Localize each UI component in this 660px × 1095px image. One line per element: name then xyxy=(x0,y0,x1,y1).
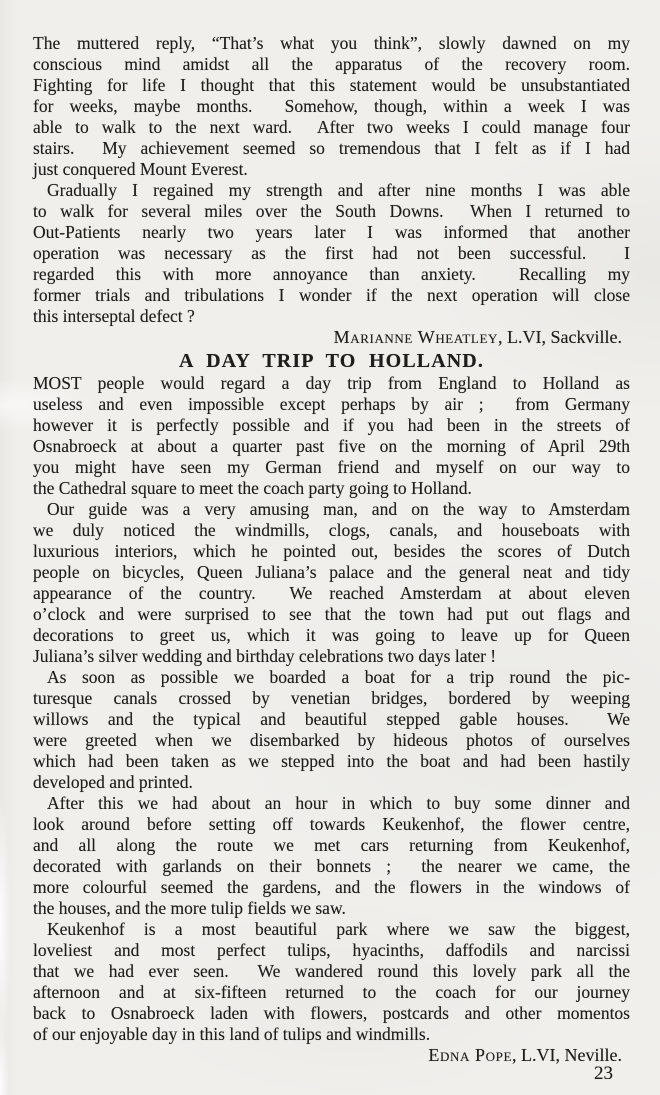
article-title: A DAY TRIP TO HOLLAND. xyxy=(179,350,484,372)
paragraph xyxy=(33,793,630,919)
text-line: Out-Patients nearly two years later I was informed that another xyxy=(33,222,630,242)
text-line: After this we had about an hour in which to buy some dinner and xyxy=(47,793,630,813)
text-line: we duly noticed the windmills, clogs, canals, and houseboats with xyxy=(33,520,630,540)
text-line: afternoon and at six-fifteen returned to the coach for our journey xyxy=(33,982,630,1002)
text-line: look around before setting off towards Keukenhof, the flower centre, xyxy=(33,814,630,834)
text-line: appearance of the country. We reached Amsterdam at about eleven xyxy=(33,583,630,603)
text-line: of our enjoyable day in this land of tulips and windmills. xyxy=(33,1024,431,1044)
text-line: people on bicycles, Queen Juliana’s palace and the general neat and tidy xyxy=(33,562,630,582)
text-line: decorated with garlands on their bonnets ; the nearer we came, the xyxy=(33,856,630,876)
text-line: more colourful seemed the gardens, and the flowers in the windows of xyxy=(33,877,630,897)
text-line: decorations to greet us, which it was going to leave up for Queen xyxy=(33,625,630,645)
text-line: regarded this with more annoyance than anxiety. Recalling my xyxy=(33,264,630,284)
paragraph xyxy=(33,180,630,327)
paragraph xyxy=(33,667,630,793)
text-line: just conquered Mount Everest. xyxy=(33,159,248,179)
text-line: to walk for several miles over the South Downs. When I returned to xyxy=(33,201,630,221)
text-line: you might have seen my German friend and myself on our way to xyxy=(33,457,630,477)
text-line: the houses, and the more tulip fields we saw. xyxy=(33,898,346,918)
text-line: useless and even impossible except perhaps by air ; from Germany xyxy=(33,394,630,414)
text-line: for weeks, maybe months. Somehow, though, within a week I was xyxy=(33,96,630,116)
text-line: operation was necessary as the first had not been successful. I xyxy=(33,243,630,263)
text-line: As soon as possible we boarded a boat for a trip round the pic- xyxy=(47,667,630,687)
text-line: luxurious interiors, which he pointed out, besides the scores of Dutch xyxy=(33,541,630,561)
text-line: Osnabroeck at about a quarter past five on the morning of April 29th xyxy=(33,436,630,456)
text-line: the Cathedral square to meet the coach party going to Holland. xyxy=(33,478,472,498)
text-line: however it is perfectly possible and if you had been in the streets of xyxy=(33,415,630,435)
text-line: willows and the typical and beautiful stepped gable houses. We xyxy=(33,709,630,729)
text-line: MOST people would regard a day trip from England to Holland as xyxy=(33,373,630,393)
text-line: back to Osnabroeck laden with flowers, postcards and other momentos xyxy=(33,1003,630,1023)
text-line: Juliana’s silver wedding and birthday celebrations two days later ! xyxy=(33,646,497,666)
paragraph xyxy=(33,373,630,499)
text-line: Gradually I regained my strength and after nine months I was able xyxy=(47,180,630,200)
author-name: Edna Pope xyxy=(428,1045,513,1065)
author-affiliation: , L.VI, Sackville. xyxy=(498,327,622,347)
text-line: Our guide was a very amusing man, and on the way to Amsterdam xyxy=(47,499,630,519)
byline-wheatley xyxy=(33,327,630,348)
text-line: which had been taken as we stepped into the boat and had been hastily xyxy=(33,751,630,771)
paragraph xyxy=(33,33,630,180)
author-name: Marianne Wheatley xyxy=(333,327,499,347)
text-line: former trials and tribulations I wonder if the next operation will close xyxy=(33,285,630,305)
text-line: The muttered reply, “That’s what you think”, slowly dawned on my xyxy=(33,33,630,53)
text-line: Fighting for life I thought that this statement would be unsubstantiated xyxy=(33,75,630,95)
article-wheatley-body xyxy=(33,33,630,327)
article-holland-body xyxy=(33,373,630,1045)
text-line: loveliest and most perfect tulips, hyacinths, daffodils and narcissi xyxy=(33,940,630,960)
text-line: developed and printed. xyxy=(33,772,193,792)
text-line: o’clock and were surprised to see that the town had put out flags and xyxy=(33,604,630,624)
text-line: able to walk to the next ward. After two weeks I could manage four xyxy=(33,117,630,137)
text-line: that we had ever seen. We wandered round this lovely park all the xyxy=(33,961,630,981)
text-line: Keukenhof is a most beautiful park where we saw the biggest, xyxy=(47,919,630,939)
paragraph xyxy=(33,499,630,667)
paragraph xyxy=(33,919,630,1045)
page-number: 23 xyxy=(594,1063,613,1084)
text-line: turesque canals crossed by venetian bridges, bordered by weeping xyxy=(33,688,630,708)
text-line: conscious mind amidst all the apparatus of the recovery room. xyxy=(33,54,630,74)
text-line: this interseptal defect ? xyxy=(33,306,195,326)
text-line: and all along the route we met cars returning from Keukenhof, xyxy=(33,835,630,855)
text-line: stairs. My achievement seemed so tremendous that I felt as if I had xyxy=(33,138,630,158)
text-line: were greeted when we disembarked by hideous photos of ourselves xyxy=(33,730,630,750)
author-affiliation: , L.VI, Neville. xyxy=(512,1045,622,1065)
